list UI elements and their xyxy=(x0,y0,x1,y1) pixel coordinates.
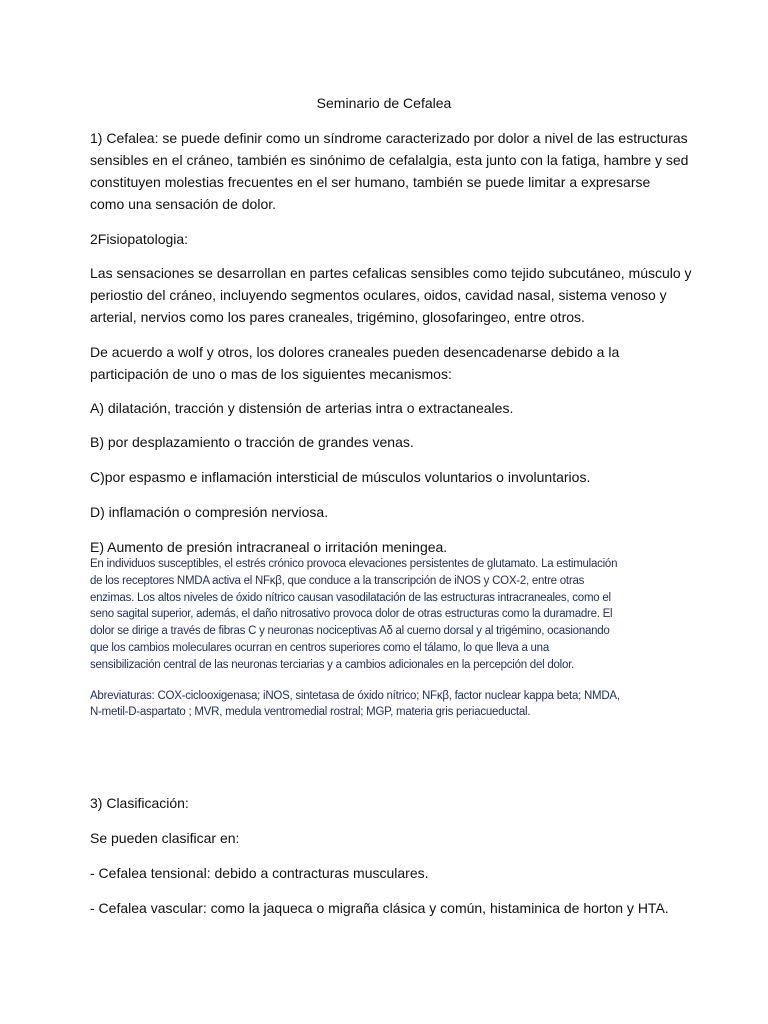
list-item-a: A) dilatación, tracción y distensión de arterias intra o extractaneales. xyxy=(90,400,514,416)
list-item-b: B) por desplazamiento o tracción de grandes venas. xyxy=(90,434,414,450)
inset-abbrev-line: Abreviaturas: COX-ciclooxigenasa; iNOS, sintetasa de óxido nítrico; NFκβ, factor nuclear kappa beta; NMDA, xyxy=(90,689,620,702)
inset-line: seno sagital superior, además, el daño nitrosativo provoca dolor de otras estructuras como la duramadre. El xyxy=(90,608,613,621)
paragraph-mecanismos xyxy=(90,341,690,385)
bullet-tensional: - Cefalea tensional: debido a contracturas musculares. xyxy=(90,865,429,881)
inset-line: dolor se dirige a través de fibras C y neuronas nociceptivas Aδ al cuerno dorsal y al trigémino, ocasionando xyxy=(90,625,610,638)
document-title: Seminario de Cefalea xyxy=(316,95,452,111)
inset-figure-text xyxy=(90,556,620,746)
inset-line: que los cambios moleculares ocurran en centros superiores como el tálamo, lo que lleva a una xyxy=(90,641,549,654)
paragraph-definition xyxy=(90,127,690,215)
text-line: participación de uno o mas de los siguientes mecanismos: xyxy=(90,366,452,382)
inset-line: sensibilización central de las neuronas terciarias y a cambios adicionales en la percepción del dolor. xyxy=(90,658,574,671)
heading-fisiopatologia: 2Fisiopatologia: xyxy=(90,231,189,247)
text-line: como una sensación de dolor. xyxy=(90,196,277,212)
text-line: sensibles en el cráneo, también es sinónimo de cefalalgia, esta junto con la fatiga, hambre y sed xyxy=(90,152,689,168)
list-item-e: E) Aumento de presión intracraneal o irritación meningea. xyxy=(90,539,448,555)
paragraph-clasificar: Se pueden clasificar en: xyxy=(90,830,240,846)
text-line: 1) Cefalea: se puede definir como un síndrome caracterizado por dolor a nivel de las estructuras xyxy=(90,130,688,146)
paragraph-sensaciones xyxy=(90,262,690,328)
list-item-c: C)por espasmo e inflamación intersticial de músculos voluntarios o involuntarios. xyxy=(90,469,591,485)
text-line: Las sensaciones se desarrollan en partes cefalicas sensibles como tejido subcutáneo, músculo y xyxy=(90,265,692,281)
inset-line: de los receptores NMDA activa el NFκβ, que conduce a la transcripción de iNOS y COX-2, entre otras xyxy=(90,574,585,587)
heading-clasificacion: 3) Clasificación: xyxy=(90,795,189,811)
text-line: constituyen molestias frecuentes en el ser humano, también se puede limitar a expresarse xyxy=(90,174,651,190)
list-item-d: D) inflamación o compresión nerviosa. xyxy=(90,504,329,520)
bullet-vascular: - Cefalea vascular: como la jaqueca o migraña clásica y común, histaminica de horton y HTA. xyxy=(90,900,669,916)
inset-line: En individuos susceptibles, el estrés crónico provoca elevaciones persistentes de glutamato. La estimulación xyxy=(90,558,618,570)
inset-line: enzimas. Los altos niveles de óxido nítrico causan vasodilatación de las estructuras intracraneales, como el xyxy=(90,591,611,604)
inset-abbrev-line: N-metil-D-aspartato ; MVR, medula ventromedial rostral; MGP, materia gris periacueductal. xyxy=(90,706,531,719)
text-line: arterial, nervios como los pares craneales, trigémino, glosofaringeo, entre otros. xyxy=(90,309,585,325)
inset-spacer xyxy=(90,674,566,688)
text-line: periostio del cráneo, incluyendo segmentos oculares, oidos, cavidad nasal, sistema venoso y xyxy=(90,287,667,303)
text-line: De acuerdo a wolf y otros, los dolores craneales pueden desencadenarse debido a la xyxy=(90,344,620,360)
